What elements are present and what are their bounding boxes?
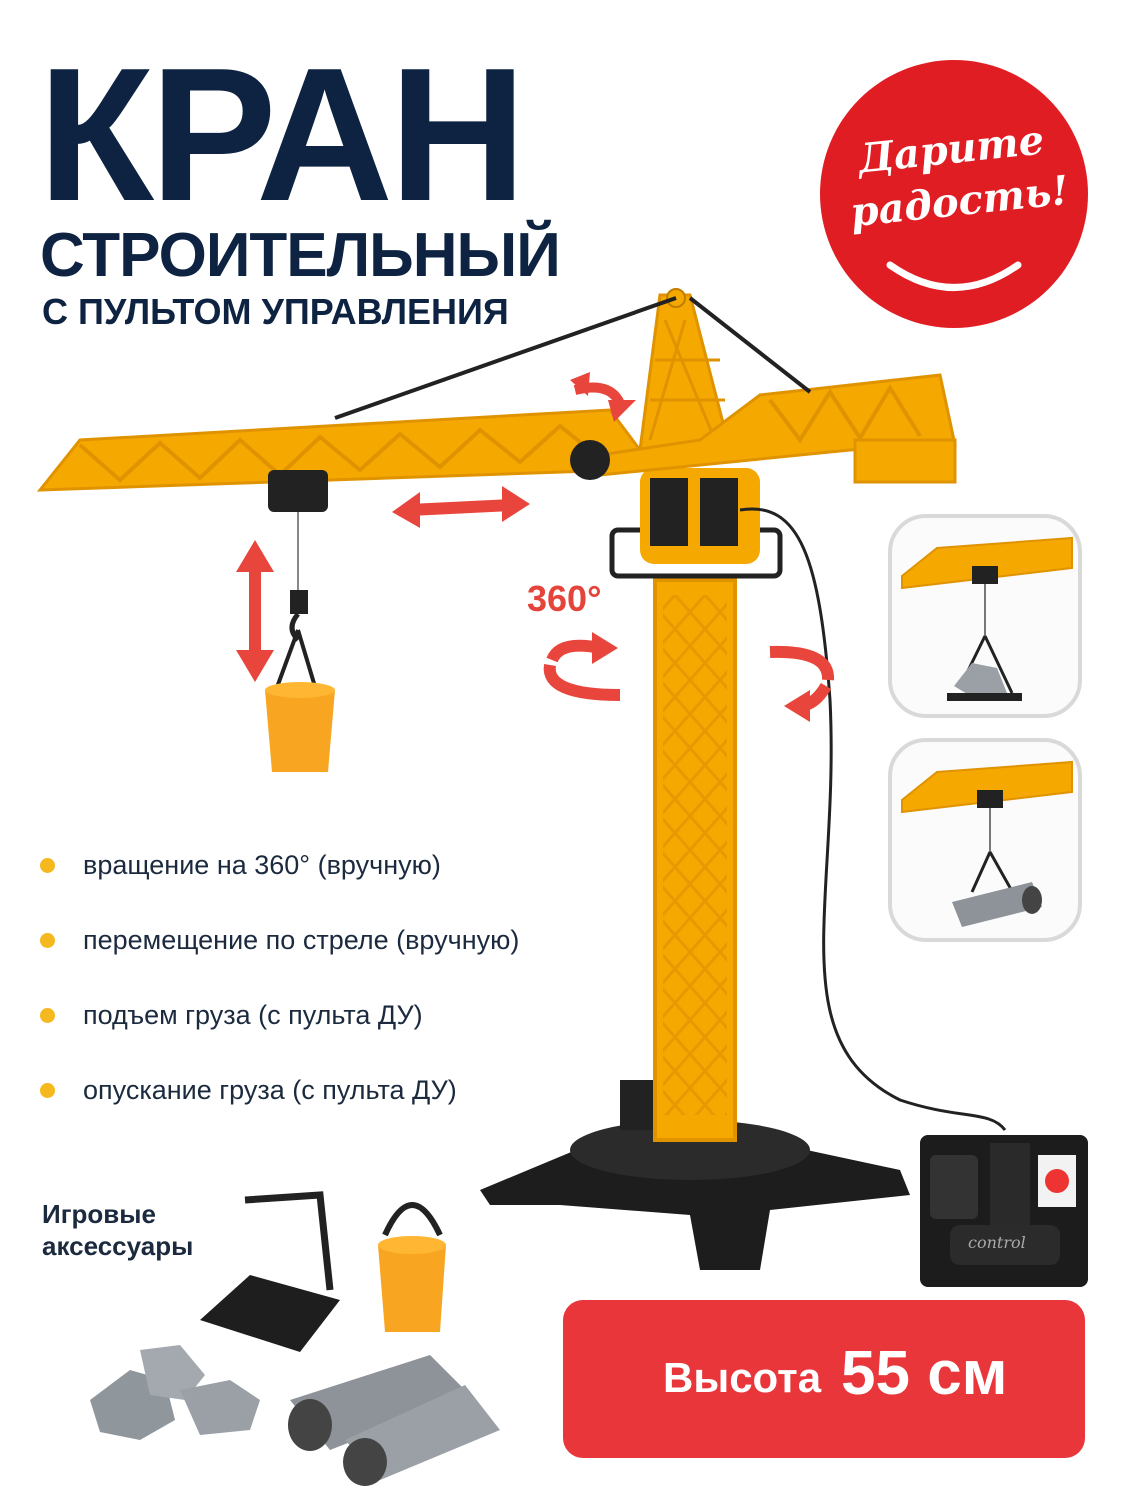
bullet-dot — [40, 858, 55, 873]
crane-cab — [612, 468, 780, 576]
height-value: 55 см — [841, 1339, 1008, 1408]
lift-arrow — [236, 540, 274, 682]
rotate-right-arrow — [770, 652, 828, 722]
product-subtitle-secondary: С ПУЛЬТОМ УПРАВЛЕНИЯ — [42, 291, 509, 332]
feature-list — [40, 845, 519, 1145]
accessory-pipes — [288, 1355, 500, 1486]
feature-item — [40, 1070, 519, 1145]
crane-tower — [655, 580, 735, 1140]
feature-text: опускание груза (с пульта ДУ) — [83, 1075, 457, 1105]
feature-item — [40, 845, 519, 920]
badge-text-line2: радость! — [848, 166, 1071, 237]
trolley-move-arrow — [392, 486, 530, 528]
accessory-bucket — [378, 1205, 446, 1332]
feature-item — [40, 920, 519, 995]
bullet-dot — [40, 1083, 55, 1098]
thumbnail-stones-load — [888, 514, 1082, 718]
crane-trolley — [268, 470, 328, 690]
feature-text: перемещение по стреле (вручную) — [83, 925, 520, 955]
badge-text-line1: Дарите — [856, 116, 1047, 183]
feature-item — [40, 995, 519, 1070]
bullet-dot — [40, 1008, 55, 1023]
thumbnail-pipes-load — [888, 738, 1082, 942]
product-title: КРАН — [38, 29, 523, 241]
accessory-stones — [90, 1345, 260, 1440]
rotate-left-arrow — [550, 632, 620, 695]
bullet-dot — [40, 933, 55, 948]
product-subtitle: СТРОИТЕЛЬНЫЙ — [40, 221, 560, 290]
rotation-degrees-label: 360° — [527, 578, 602, 619]
remote-control — [920, 1135, 1088, 1287]
feature-text: вращение на 360° (вручную) — [83, 850, 441, 880]
height-label: Высота — [663, 1354, 822, 1401]
feature-text: подъем груза (с пульта ДУ) — [83, 1000, 423, 1030]
bucket-on-hook — [265, 682, 335, 772]
height-info-box — [563, 1300, 1085, 1458]
accessories-label: Игровые аксессуары — [42, 1199, 194, 1261]
winch-gear — [570, 440, 610, 480]
remote-brand-label: control — [968, 1233, 1026, 1252]
